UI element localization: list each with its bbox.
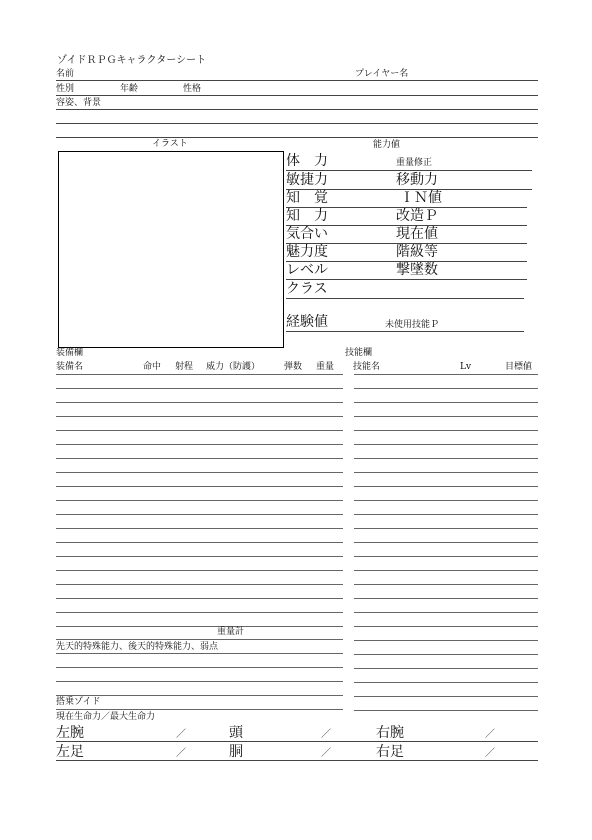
- sep-right-arm: ／: [485, 729, 495, 740]
- ability-movement: 移動力: [396, 172, 438, 188]
- ability-in-value: ＩＮ値: [400, 190, 442, 206]
- illust-label: イラスト: [152, 139, 188, 149]
- equipment-line-2: [56, 388, 343, 389]
- equip-header-power: 威力（防護）: [206, 362, 261, 372]
- equipment-line-10: [56, 500, 343, 501]
- equipment-line-8: [56, 472, 343, 473]
- part-right-leg: 右足: [376, 744, 404, 760]
- equip-header-name: 装備名: [56, 362, 84, 372]
- ability-current: 現在値: [396, 226, 438, 242]
- skills-section-label: 技能欄: [345, 348, 373, 358]
- unused-skill-label: 未使用技能Ｐ: [385, 320, 440, 330]
- equipment-line-5: [56, 430, 343, 431]
- equipment-line-19: [56, 626, 343, 627]
- equipment-line-15: [56, 570, 343, 571]
- skill-line-3: [354, 402, 538, 403]
- equipment-line-23: [56, 681, 343, 682]
- ability-line-1: [286, 170, 532, 171]
- skill-line-8: [354, 472, 538, 473]
- skill-header-lv: Lv: [460, 362, 472, 372]
- personality-label: 性格: [183, 84, 202, 94]
- equipment-line-9: [56, 486, 343, 487]
- appearance-line-2: [56, 123, 538, 124]
- equipment-line-14: [56, 556, 343, 557]
- zoid-label: 搭乗ゾイド: [56, 697, 101, 707]
- skill-line-11: [354, 514, 538, 515]
- skill-line-23: [354, 682, 538, 683]
- ability-line-8: [286, 298, 524, 299]
- exp-line: [286, 331, 524, 332]
- skill-line-2: [354, 388, 538, 389]
- ability-weight-mod: 重量修正: [396, 158, 433, 168]
- ability-rank: 階級等: [396, 244, 438, 260]
- equipment-line-17: [56, 598, 343, 599]
- appearance-line-1: [56, 109, 538, 110]
- skill-header-target: 目標値: [505, 362, 533, 372]
- sep-right-leg: ／: [485, 748, 495, 759]
- skill-line-17: [354, 598, 538, 599]
- skill-line-14: [354, 556, 538, 557]
- equip-header-hit: 命中: [143, 362, 162, 372]
- equipment-section-label: 装備欄: [56, 348, 84, 358]
- ability-intellect: 知 力: [286, 208, 328, 224]
- skill-line-5: [354, 430, 538, 431]
- illust-box: [58, 151, 284, 348]
- name-label: 名前: [56, 69, 75, 79]
- equipment-line-24: [56, 695, 343, 696]
- ability-agility: 敏捷力: [286, 172, 328, 188]
- equipment-line-16: [56, 584, 343, 585]
- equipment-line-25: [56, 709, 343, 710]
- equip-header-ammo: 弾数: [284, 362, 303, 372]
- age-label: 年齢: [120, 84, 139, 94]
- equipment-line-1: [56, 374, 343, 375]
- skill-header-name: 技能名: [353, 362, 381, 372]
- skill-line-20: [354, 640, 538, 641]
- skill-line-25: [354, 710, 538, 711]
- ability-line-7: [286, 279, 527, 280]
- equip-header-range: 射程: [175, 362, 194, 372]
- sep-torso: ／: [321, 748, 331, 759]
- zoid-line-2: [56, 760, 538, 761]
- abilities-label: 能力値: [373, 140, 401, 150]
- equipment-line-12: [56, 528, 343, 529]
- player-name-label: プレイヤー名: [355, 69, 409, 79]
- sep-left-arm: ／: [176, 729, 186, 740]
- ability-charm: 魅力度: [286, 244, 328, 260]
- equipment-line-20: [56, 639, 343, 640]
- sep-head: ／: [321, 729, 331, 740]
- name-line: [56, 80, 538, 81]
- ability-mod-points: 改造Ｐ: [396, 208, 438, 224]
- equipment-line-11: [56, 514, 343, 515]
- skill-line-10: [354, 500, 538, 501]
- part-left-leg: 左足: [56, 744, 84, 760]
- special-abilities-label: 先天的特殊能力、後天的特殊能力、弱点: [56, 642, 219, 652]
- skill-line-21: [354, 654, 538, 655]
- equipment-line-7: [56, 458, 343, 459]
- zoid-line-1: [56, 741, 538, 742]
- ability-willpower: 気合い: [286, 226, 328, 242]
- skill-line-13: [354, 542, 538, 543]
- gender-line: [56, 95, 538, 96]
- skill-line-12: [354, 528, 538, 529]
- skill-line-4: [354, 416, 538, 417]
- skill-line-16: [354, 584, 538, 585]
- skill-line-7: [354, 458, 538, 459]
- part-left-arm: 左腕: [56, 725, 84, 741]
- equipment-line-18: [56, 612, 343, 613]
- skill-line-18: [354, 612, 538, 613]
- equipment-line-22: [56, 667, 343, 668]
- skill-line-19: [354, 626, 538, 627]
- equip-header-weight: 重量: [316, 362, 335, 372]
- skill-line-9: [354, 486, 538, 487]
- gender-label: 性別: [56, 84, 75, 94]
- skill-line-6: [354, 444, 538, 445]
- part-torso: 胴: [229, 744, 243, 760]
- ability-perception: 知 覚: [286, 190, 328, 206]
- ability-level: レベル: [286, 262, 328, 278]
- skill-line-24: [354, 696, 538, 697]
- sheet-title: ゾイドＲＰＧキャラクターシート: [57, 55, 207, 66]
- equipment-line-13: [56, 542, 343, 543]
- hp-label: 現在生命力／最大生命力: [56, 712, 156, 722]
- sep-left-leg: ／: [176, 748, 186, 759]
- exp-label: 経験値: [286, 314, 328, 330]
- skill-line-15: [354, 570, 538, 571]
- part-head: 頭: [229, 725, 243, 741]
- equipment-line-3: [56, 402, 343, 403]
- equipment-line-4: [56, 416, 343, 417]
- ability-class: クラス: [286, 281, 328, 297]
- equipment-line-21: [56, 653, 343, 654]
- skill-line-22: [354, 668, 538, 669]
- part-right-arm: 右腕: [376, 725, 404, 741]
- equipment-line-6: [56, 444, 343, 445]
- skill-line-1: [354, 374, 538, 375]
- ability-stamina: 体 力: [286, 153, 328, 169]
- total-weight-label: 重量計: [217, 627, 245, 637]
- ability-kills: 撃墜数: [396, 262, 438, 278]
- appearance-label: 容姿、背景: [56, 98, 102, 108]
- appearance-line-3: [56, 137, 538, 138]
